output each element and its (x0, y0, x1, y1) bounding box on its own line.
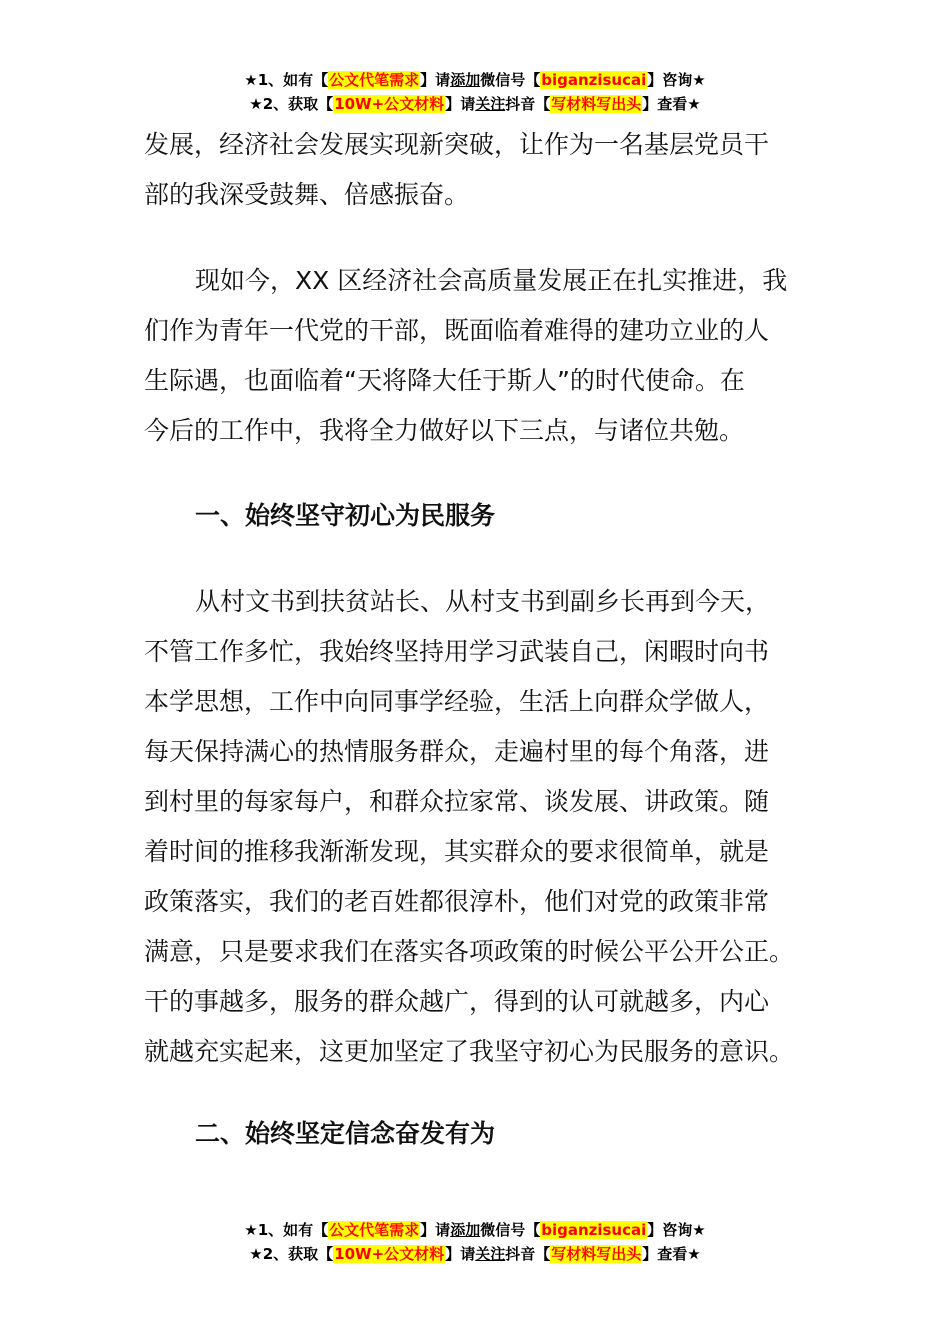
text-line: 就越充实起来，这更加坚定了我坚守初心为民服务的意识。 (144, 1037, 795, 1066)
text-line: 到村里的每家每户，和群众拉家常、谈发展、讲政策。随 (144, 787, 770, 816)
banner-highlight: 写材料写出头 (551, 95, 642, 113)
banner-underlined-text: 关注 (475, 95, 506, 113)
banner-highlight: 10W+公文材料 (334, 95, 445, 113)
banner-underlined-text: 关注 (475, 1245, 506, 1263)
banner-line-2 (0, 1242, 950, 1266)
text-line: 不管工作多忙，我始终坚持用学习武装自己，闲暇时向书 (144, 637, 770, 666)
text-line: 着时间的推移我渐渐发现，其实群众的要求很简单，就是 (144, 837, 770, 866)
top-banner (0, 68, 950, 116)
text-line: 干的事越多，服务的群众越广，得到的认可就越多，内心 (144, 987, 770, 1016)
text-line: 生际遇，也面临着“天将降大任于斯人”的时代使命。在 (144, 366, 745, 395)
banner-text: 微信号【 (480, 1221, 541, 1239)
banner-highlight: 公文代笔需求 (329, 71, 420, 89)
banner-text: 】查看★ (642, 95, 701, 113)
section-heading-2: 二、始终坚定信念奋发有为 (195, 1119, 496, 1148)
banner-highlight: biganzisucai (541, 71, 647, 89)
banner-text: ★2、获取【 (249, 1245, 334, 1263)
section-heading-1: 一、始终坚守初心为民服务 (195, 501, 496, 530)
text-line: 们作为青年一代党的干部，既面临着难得的建功立业的人 (144, 316, 770, 345)
text-line: 满意，只是要求我们在落实各项政策的时候公平公开公正。 (144, 937, 795, 966)
banner-text: ★1、如有【 (244, 71, 329, 89)
paragraph-2 (144, 256, 809, 456)
banner-text: 】咨询★ (647, 71, 706, 89)
text-line: 每天保持满心的热情服务群众，走遍村里的每个角落，进 (144, 737, 770, 766)
bottom-banner (0, 1218, 950, 1266)
text-line: 发展，经济社会发展实现新突破，让作为一名基层党员干 (144, 130, 770, 159)
banner-text: ★2、获取【 (249, 95, 334, 113)
banner-text: 】请 (445, 95, 476, 113)
banner-line-1 (0, 1218, 950, 1242)
banner-text: 抖音【 (505, 1245, 551, 1263)
banner-highlight: biganzisucai (541, 1221, 647, 1239)
banner-highlight: 公文代笔需求 (329, 1221, 420, 1239)
paragraph-3 (144, 577, 809, 1077)
banner-line-1 (0, 68, 950, 92)
text-line: 本学思想，工作中向同事学经验，生活上向群众学做人， (144, 687, 770, 716)
text-line: 现如今，XX 区经济社会高质量发展正在扎实推进，我 (195, 266, 788, 295)
text-line: 从村文书到扶贫站长、从村支书到副乡长再到今天， (195, 587, 771, 616)
text-line: 部的我深受鼓舞、倍感振奋。 (144, 180, 470, 209)
banner-underlined-text: 添加 (450, 71, 481, 89)
banner-line-2 (0, 92, 950, 116)
intro-paragraph (144, 120, 809, 220)
text-line: 今后的工作中，我将全力做好以下三点，与诸位共勉。 (144, 416, 745, 445)
text-line: 政策落实，我们的老百姓都很淳朴，他们对党的政策非常 (144, 887, 770, 916)
banner-text: 抖音【 (505, 95, 551, 113)
banner-text: ★1、如有【 (244, 1221, 329, 1239)
banner-highlight: 10W+公文材料 (334, 1245, 445, 1263)
banner-text: 】咨询★ (647, 1221, 706, 1239)
banner-text: 】请 (445, 1245, 476, 1263)
banner-text: 】查看★ (642, 1245, 701, 1263)
banner-underlined-text: 添加 (450, 1221, 481, 1239)
banner-highlight: 写材料写出头 (551, 1245, 642, 1263)
banner-text: 微信号【 (480, 71, 541, 89)
banner-text: 】请 (420, 1221, 451, 1239)
banner-text: 】请 (420, 71, 451, 89)
